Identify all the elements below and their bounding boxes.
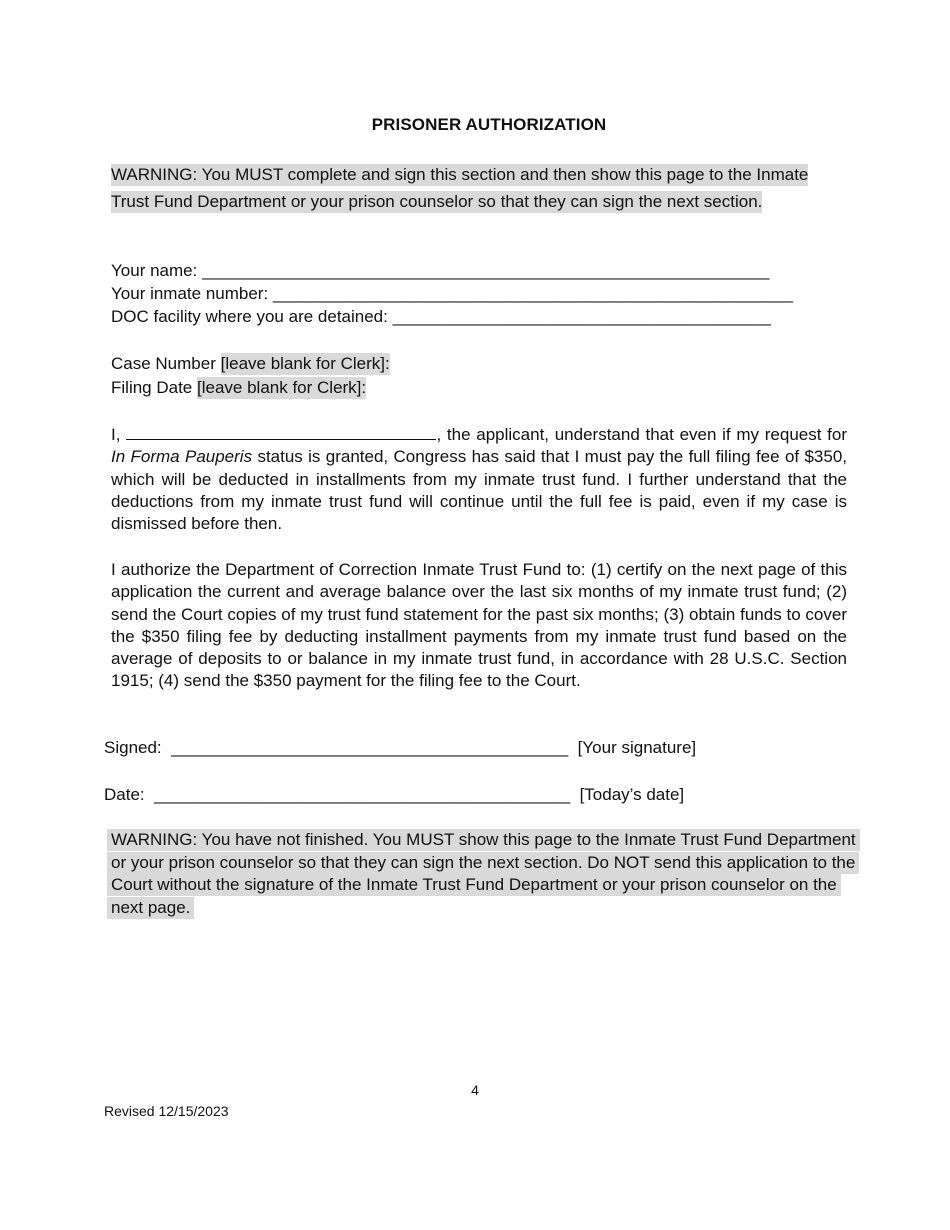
para1-italic: In Forma Pauperis: [111, 447, 253, 467]
date-row: [104, 785, 684, 805]
facility-label: DOC facility where you are detained:: [111, 307, 388, 326]
facility-blank[interactable]: ________________________________________: [392, 307, 771, 326]
page-number: 4: [471, 1082, 479, 1098]
inmate-number-label: Your inmate number:: [111, 284, 269, 303]
signed-label: Signed:: [104, 738, 162, 757]
understanding-paragraph: [111, 424, 847, 535]
para1-prefix: I,: [111, 425, 121, 444]
warning-bottom: [107, 829, 856, 919]
name-blank[interactable]: ____________________________________________________________: [202, 261, 770, 280]
applicant-name-blank[interactable]: [126, 425, 436, 440]
warning-top: [111, 161, 847, 215]
date-blank[interactable]: ____________________________________________: [154, 785, 571, 804]
warning-bottom-text: WARNING: You have not finished. You MUST show this page to the Inmate Trust Fund Department or your prison counselor so that they can sign the next section. Do NOT send this application to the Court without the signature of the Inmate Trust Fund Department or your prison counselor on the next page.: [107, 829, 860, 919]
authorization-paragraph: I authorize the Department of Correction Inmate Trust Fund to: (1) certify on the next page of this application the current and average balance over the last six months of my inmate trust fund; (2) send the Court copies of my trust fund statement for the past six months; (3) obtain funds to cover the $350 filing fee by deducting installment payments from my inmate trust fund based on the average of deposits to or balance in my inmate trust fund, in accordance with 28 U.S.C. Section 1915; (4) send the $350 payment for the filing fee to the Court.: [111, 560, 847, 691]
warning-top-text: WARNING: You MUST complete and sign this section and then show this page to the Inmate Trust Fund Department or your prison counselor so that they can sign the next section.: [111, 165, 809, 211]
filing-date-row: [111, 378, 366, 398]
filing-date-note: [leave blank for Clerk]:: [197, 378, 367, 397]
case-number-note: [leave blank for Clerk]:: [220, 354, 390, 373]
facility-row: [111, 307, 771, 327]
filing-date-label: Filing Date: [111, 378, 193, 397]
signature-blank[interactable]: __________________________________________: [171, 738, 569, 757]
para1-rest: status is granted, Congress has said that I must pay the full filing fee of $350, which will be deducted in installments from my inmate trust fund. I further understand that the deductions from my inmate trust fund will continue until the full fee is paid, even if my case is dismissed before then.: [111, 447, 848, 534]
page-title: PRISONER AUTHORIZATION: [371, 115, 607, 134]
date-note: [Today’s date]: [579, 785, 685, 804]
case-number-row: [111, 354, 390, 374]
date-label: Date:: [104, 785, 145, 804]
case-number-label: Case Number: [111, 354, 216, 373]
para1-suffix: , the applicant, understand that even if my request for: [436, 425, 847, 444]
name-label: Your name:: [111, 261, 198, 280]
inmate-number-row: [111, 284, 793, 304]
name-field-row: [111, 261, 769, 281]
signature-note: [Your signature]: [577, 738, 697, 757]
signed-row: [104, 738, 696, 758]
inmate-number-blank[interactable]: _______________________________________________________: [272, 284, 793, 303]
revised-date: Revised 12/15/2023: [104, 1103, 229, 1119]
